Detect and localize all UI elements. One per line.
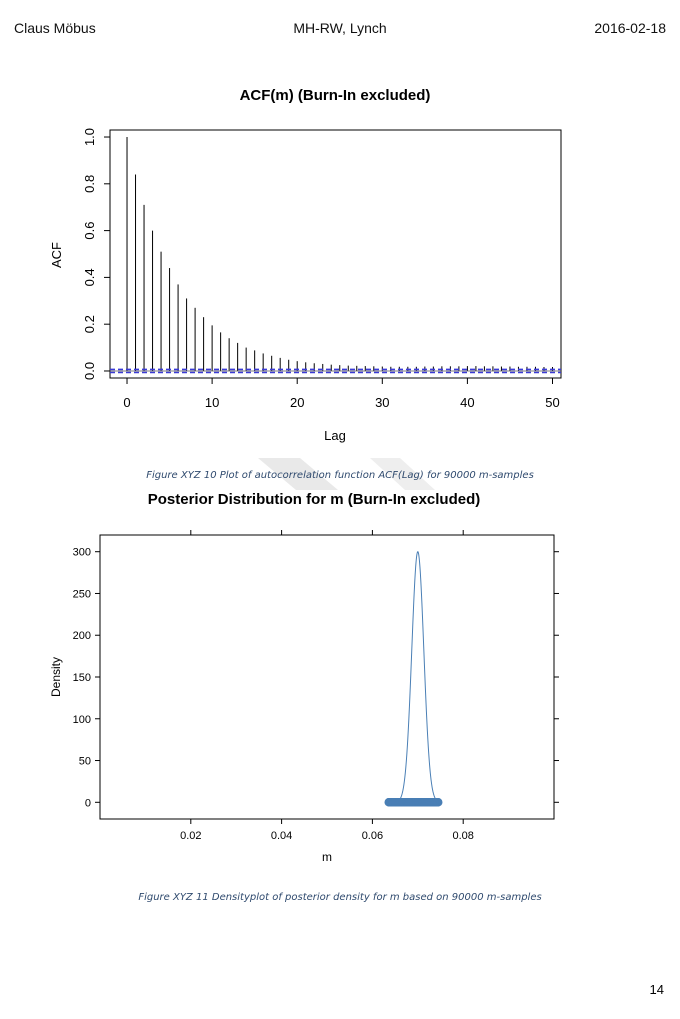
acf-y-tick-label: 0.6 [82, 221, 97, 240]
density-x-tick-label: 0.06 [361, 830, 384, 842]
header-date: 2016-02-18 [594, 20, 666, 36]
density-chart-title: Posterior Distribution for m (Burn-In excluded) [147, 491, 481, 508]
acf-y-label: ACF [49, 242, 64, 268]
figure-10-caption: Figure XYZ 10 Plot of autocorrelation function ACF(Lag) for 90000 m-samples [146, 470, 534, 481]
acf-x-tick-label: 50 [545, 395, 560, 410]
acf-x-label: Lag [324, 428, 346, 443]
acf-chart [0, 0, 680, 460]
density-y-tick-label: 250 [72, 588, 91, 601]
page-number: 14 [649, 982, 664, 997]
density-plot-frame [100, 535, 554, 819]
density-curve [389, 552, 438, 803]
density-y-tick-label: 300 [72, 546, 91, 559]
acf-y-tick-label: 0.2 [82, 315, 97, 334]
density-x-tick-label: 0.08 [452, 830, 474, 842]
density-y-tick-label: 100 [72, 713, 91, 726]
acf-y-tick-label: 0.4 [82, 268, 97, 287]
density-y-tick-label: 50 [78, 755, 91, 768]
acf-x-tick-label: 30 [375, 395, 390, 410]
acf-y-tick-label: 0.0 [82, 361, 97, 381]
density-y-tick-label: 0 [84, 797, 91, 810]
density-x-label: m [322, 850, 332, 864]
acf-chart-title: ACF(m) (Burn-In excluded) [239, 87, 431, 104]
acf-y-tick-label: 1.0 [82, 127, 97, 147]
density-y-tick-label: 200 [72, 630, 91, 643]
header-topic: MH-RW, Lynch [293, 20, 387, 36]
density-y-label: Density [49, 656, 63, 698]
acf-x-tick-label: 0 [123, 395, 131, 410]
density-chart [0, 485, 680, 865]
acf-y-tick-label: 0.8 [82, 174, 97, 193]
density-x-tick-label: 0.02 [180, 830, 202, 842]
header-author: Claus Möbus [14, 20, 96, 36]
density-y-tick-label: 150 [72, 672, 91, 684]
acf-x-tick-label: 10 [204, 395, 220, 410]
acf-x-tick-label: 40 [460, 395, 475, 410]
figure-11-caption: Figure XYZ 11 Densityplot of posterior density for m based on 90000 m-samples [138, 892, 542, 903]
acf-x-tick-label: 20 [289, 395, 305, 410]
density-x-tick-label: 0.04 [270, 830, 293, 842]
